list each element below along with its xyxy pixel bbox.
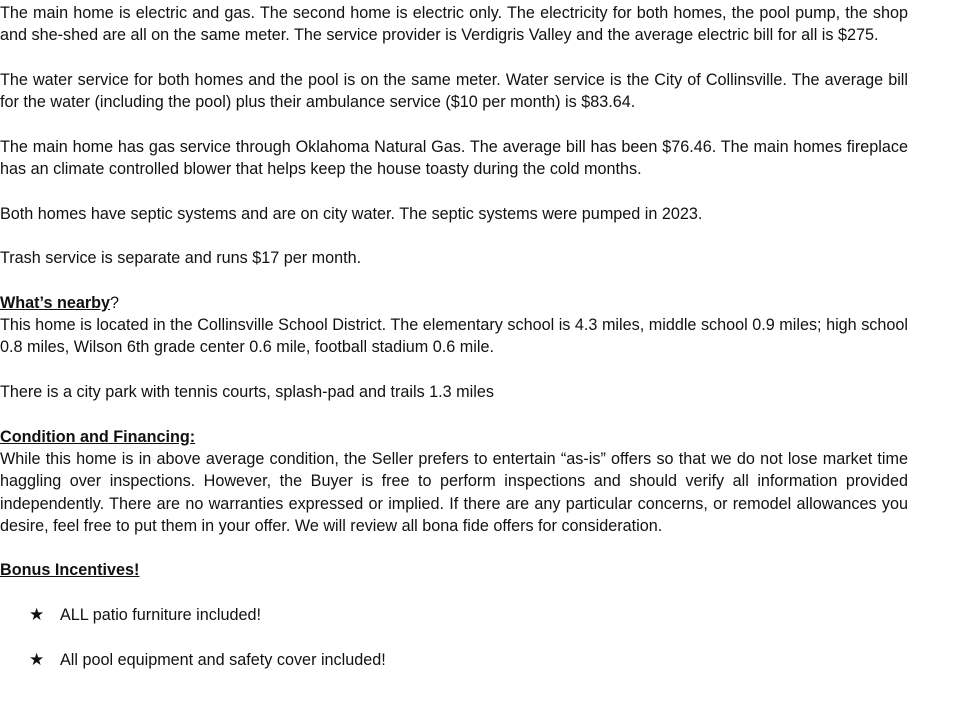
nearby-heading-text: What’s nearby [0, 293, 111, 312]
bonus-list [0, 604, 908, 671]
paragraph-schools: This home is located in the Collinsville School District. The elementary school is 4.3 miles, middle school 0.9 miles; high school 0.8 miles, Wilson 6th grade center 0.6 mile, football stadium 0.6 mile. [0, 316, 908, 357]
paragraph-gas: The main home has gas service through Oklahoma Natural Gas. The average bill has been $76.46. The main homes fireplace has an climate controlled blower that helps keep the house toasty during the cold months. [0, 137, 908, 179]
document-body [0, 2, 908, 693]
nearby-heading-suffix: ? [110, 293, 120, 312]
section-heading-nearby [0, 292, 908, 314]
list-item [0, 649, 908, 671]
condition-heading-text: Condition and Financing: [0, 427, 196, 446]
bonus-item-text: All pool equipment and safety cover included! [60, 650, 386, 669]
list-item [0, 604, 908, 626]
section-heading-condition [0, 426, 908, 448]
paragraph-septic: Both homes have septic systems and are on city water. The septic systems were pumped in 2023. [0, 204, 703, 223]
bonus-item-text: ALL patio furniture included! [60, 606, 261, 625]
section-heading-bonus [0, 559, 908, 581]
paragraph-park: There is a city park with tennis courts, splash-pad and trails 1.3 miles [0, 383, 494, 402]
star-icon: ★ [29, 605, 45, 626]
star-icon: ★ [29, 649, 45, 670]
paragraph-trash: Trash service is separate and runs $17 per month. [0, 249, 362, 268]
paragraph-condition: While this home is in above average condition, the Seller prefers to entertain “as-is” offers so that we do not lose market time haggling over inspections. However, the Buyer is free to perform inspections and should verify all information provided independently. There are no warranties expressed or implied. If there are any particular concerns, or remodel allowances you desire, feel free to put them in your offer. We will review all bona fide offers for consideration. [0, 449, 908, 535]
paragraph-water: The water service for both homes and the pool is on the same meter. Water service is the City of Collinsville. The average bill for the water (including the pool) plus their ambulance service ($10 per month) is $83.64. [0, 70, 908, 112]
paragraph-electric: The main home is electric and gas. The second home is electric only. The electricity for both homes, the pool pump, the shop and she-shed are all on the same meter. The service provider is Verdigris Valley and the average electric bill for all is $275. [0, 4, 908, 45]
bonus-heading-text: Bonus Incentives! [0, 561, 140, 580]
